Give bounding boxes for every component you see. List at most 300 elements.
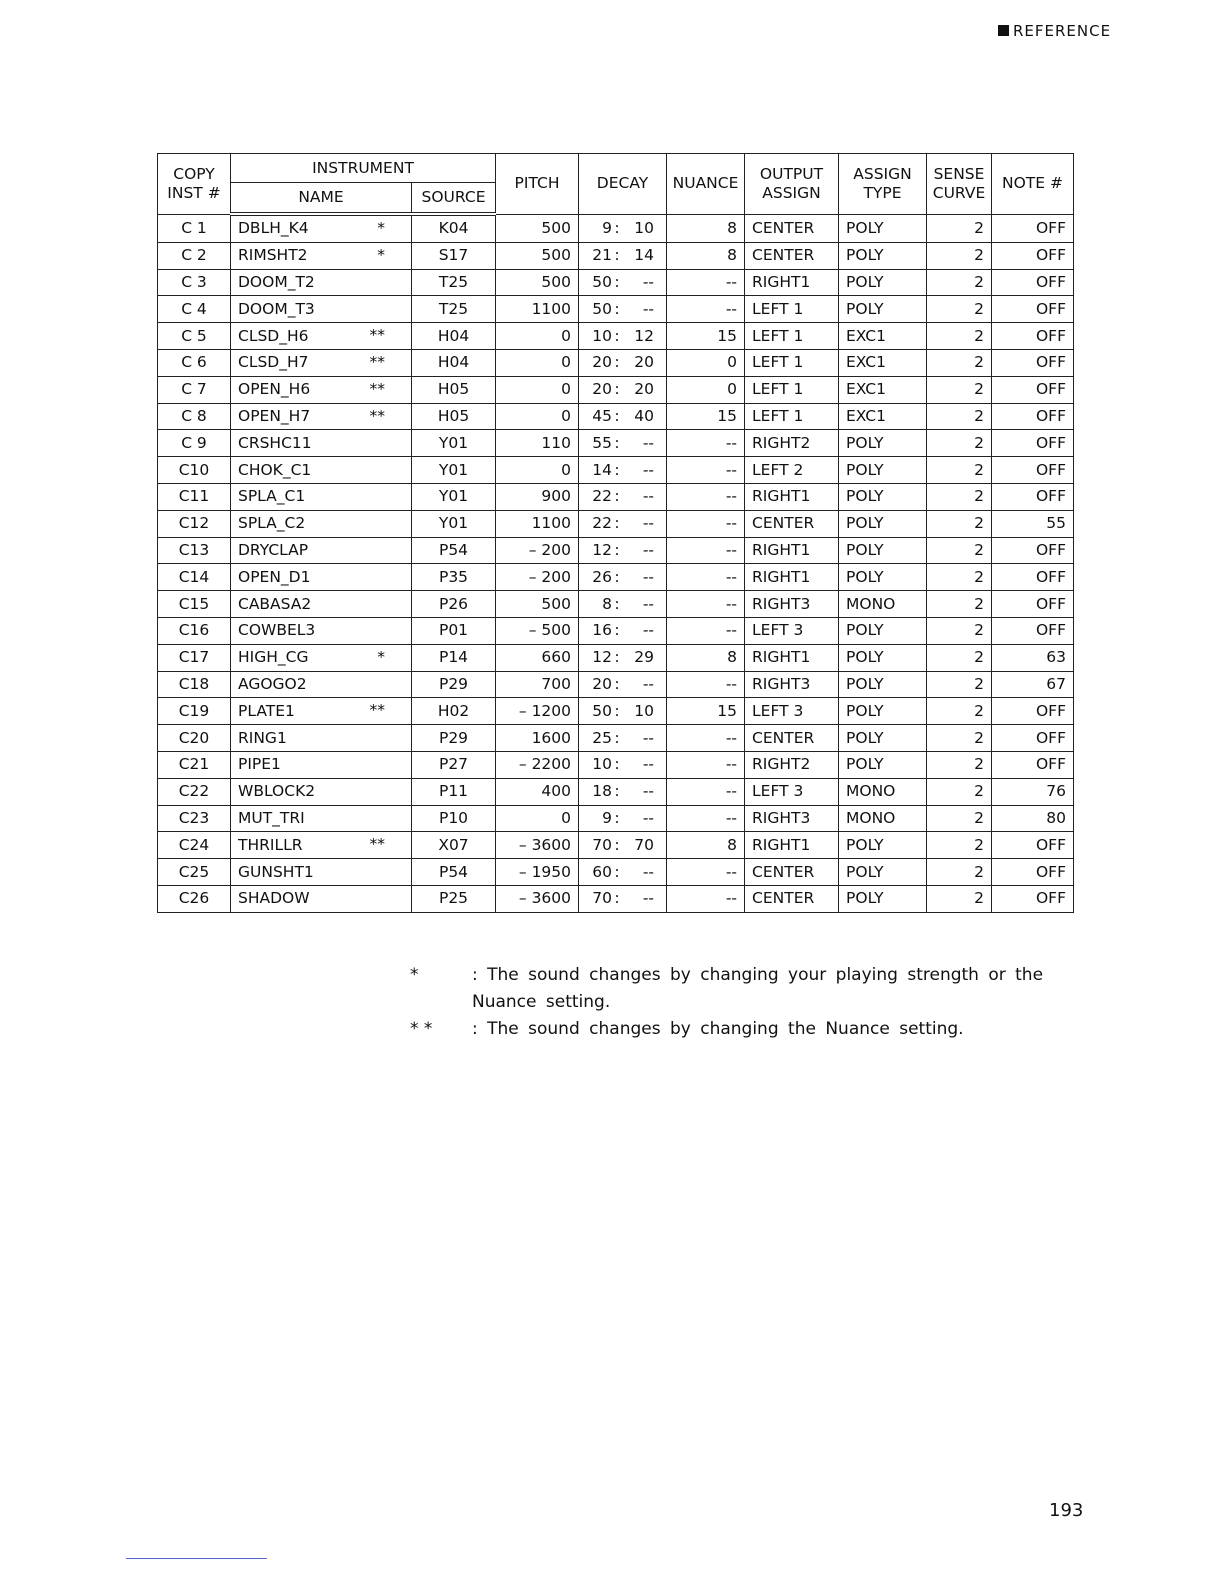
instrument-name: SPLA_C2 [238,514,306,533]
decay-cell [579,591,667,618]
output-assign-cell: RIGHT1 [745,537,839,564]
note-cell: OFF [992,617,1074,644]
nuance-cell: -- [667,430,745,457]
decay-end: -- [642,728,655,747]
decay-start: 21 [592,246,613,265]
copy-inst-cell: C18 [158,671,231,698]
nuance-cell: -- [667,617,745,644]
decay-start: 18 [592,782,613,801]
output-assign-cell: LEFT 2 [745,457,839,484]
output-assign-cell: RIGHT2 [745,751,839,778]
source-cell: K04 [412,214,496,242]
decay-cell [579,832,667,859]
nuance-mark: ** [369,352,385,371]
note-cell: OFF [992,859,1074,886]
decay-cell [579,617,667,644]
decay-end: -- [642,514,655,533]
nuance-mark: ** [369,379,385,398]
header-copy-inst: COPY INST # [158,154,231,215]
pitch-cell: – 200 [496,564,579,591]
pitch-cell: 500 [496,214,579,242]
sense-curve-cell: 2 [927,698,992,725]
instrument-name-cell [231,725,412,752]
instrument-name: CLSD_H6 [238,326,309,345]
assign-type-cell: POLY [839,644,927,671]
instrument-name: WBLOCK2 [238,782,316,801]
decay-end: 10 [634,218,655,237]
header-note: NOTE # [992,154,1074,215]
pitch-cell: 500 [496,242,579,269]
instrument-name-cell [231,832,412,859]
copy-inst-cell: C16 [158,617,231,644]
footnote-symbol: * * [410,1019,433,1039]
sense-curve-cell: 2 [927,242,992,269]
instrument-name-cell [231,296,412,323]
decay-cell [579,885,667,912]
decay-start: 16 [592,621,613,640]
decay-separator: : [614,594,620,613]
assign-type-cell: POLY [839,698,927,725]
instrument-name-cell [231,483,412,510]
copy-inst-cell: C 2 [158,242,231,269]
note-cell: OFF [992,457,1074,484]
pitch-cell: – 3600 [496,885,579,912]
decay-separator: : [614,353,620,372]
decay-start: 20 [592,353,613,372]
table-row [158,403,1074,430]
decay-separator: : [614,218,620,237]
output-assign-cell: CENTER [745,725,839,752]
pitch-cell: – 200 [496,537,579,564]
decay-end: 29 [634,648,655,667]
footnote-text: : The sound changes by changing your playing strength or the Nuance setting. [472,965,1044,1012]
instrument-name: CABASA2 [238,594,312,613]
decay-start: 26 [592,567,613,586]
decay-separator: : [614,460,620,479]
table-row [158,457,1074,484]
assign-type-cell: POLY [839,725,927,752]
decay-cell [579,269,667,296]
header-sense-curve: SENSE CURVE [927,154,992,215]
decay-separator: : [614,728,620,747]
instrument-name-cell [231,457,412,484]
nuance-cell: -- [667,859,745,886]
table-row [158,644,1074,671]
assign-type-cell: POLY [839,617,927,644]
assign-type-cell: POLY [839,751,927,778]
instrument-name: RIMSHT2 [238,246,308,265]
instrument-name-cell [231,242,412,269]
table-row [158,537,1074,564]
page-number: 193 [1049,1500,1084,1521]
sense-curve-cell: 2 [927,564,992,591]
assign-type-cell: POLY [839,296,927,323]
decay-cell [579,644,667,671]
source-cell: P27 [412,751,496,778]
decay-cell [579,376,667,403]
footnote-symbol: * [410,965,419,985]
nuance-cell: 8 [667,242,745,269]
assign-type-cell: POLY [839,859,927,886]
decay-cell [579,537,667,564]
decay-cell [579,242,667,269]
decay-cell [579,457,667,484]
copy-inst-cell: C 1 [158,214,231,242]
output-assign-cell: RIGHT1 [745,644,839,671]
table-row [158,859,1074,886]
note-cell: 76 [992,778,1074,805]
decay-start: 14 [592,460,613,479]
square-bullet-icon [998,25,1009,36]
copy-inst-cell: C 9 [158,430,231,457]
source-cell: H05 [412,376,496,403]
copy-inst-cell: C14 [158,564,231,591]
nuance-cell: 0 [667,349,745,376]
nuance-cell: 0 [667,376,745,403]
note-cell: OFF [992,885,1074,912]
table-row [158,323,1074,350]
pitch-cell: 1100 [496,296,579,323]
decay-start: 22 [592,514,613,533]
sense-curve-cell: 2 [927,457,992,484]
nuance-cell: -- [667,885,745,912]
sense-curve-cell: 2 [927,376,992,403]
output-assign-cell: RIGHT3 [745,805,839,832]
copy-inst-cell: C24 [158,832,231,859]
pitch-cell: – 3600 [496,832,579,859]
assign-type-cell: POLY [839,510,927,537]
sense-curve-cell: 2 [927,832,992,859]
decay-cell [579,403,667,430]
instrument-name: CRSHC11 [238,433,312,452]
copy-inst-cell: C 8 [158,403,231,430]
output-assign-cell: LEFT 3 [745,617,839,644]
decay-end: -- [642,674,655,693]
decay-separator: : [614,567,620,586]
nuance-mark: * [377,219,385,237]
copy-inst-cell: C 5 [158,323,231,350]
instrument-name: SPLA_C1 [238,487,306,506]
decay-end: -- [642,782,655,801]
decay-start: 45 [592,406,613,425]
sense-curve-cell: 2 [927,617,992,644]
sense-curve-cell: 2 [927,725,992,752]
copy-inst-cell: C11 [158,483,231,510]
nuance-mark: ** [369,326,385,345]
note-cell: OFF [992,832,1074,859]
sense-curve-cell: 2 [927,269,992,296]
instrument-name: OPEN_H6 [238,380,311,399]
output-assign-cell: CENTER [745,885,839,912]
note-cell: OFF [992,323,1074,350]
assign-type-cell: POLY [839,885,927,912]
decay-start: 12 [592,540,613,559]
instrument-name: DOOM_T3 [238,299,315,318]
pitch-cell: 0 [496,403,579,430]
decay-end: -- [642,862,655,881]
output-assign-cell: LEFT 1 [745,349,839,376]
decay-start: 10 [592,755,613,774]
source-cell: P29 [412,671,496,698]
decay-separator: : [614,674,620,693]
decay-cell [579,859,667,886]
decay-cell [579,564,667,591]
nuance-cell: 15 [667,403,745,430]
sense-curve-cell: 2 [927,214,992,242]
instrument-name: PLATE1 [238,701,295,720]
note-cell: OFF [992,296,1074,323]
decay-separator: : [614,299,620,318]
note-cell: OFF [992,430,1074,457]
note-cell: OFF [992,591,1074,618]
decay-separator: : [614,380,620,399]
copy-inst-cell: C 6 [158,349,231,376]
decay-end: -- [642,755,655,774]
instrument-name-cell [231,671,412,698]
sense-curve-cell: 2 [927,403,992,430]
decay-separator: : [614,782,620,801]
source-cell: H02 [412,698,496,725]
pitch-cell: 0 [496,457,579,484]
pitch-cell: 500 [496,269,579,296]
assign-type-cell: POLY [839,214,927,242]
assign-type-cell: POLY [839,564,927,591]
section-label: REFERENCE [1013,22,1112,40]
decay-separator: : [614,701,620,720]
decay-separator: : [614,540,620,559]
instrument-name-cell [231,214,412,242]
decay-end: -- [642,567,655,586]
source-cell: Y01 [412,430,496,457]
copy-inst-cell: C25 [158,859,231,886]
instrument-name: HIGH_CG [238,648,309,667]
nuance-mark: ** [369,406,385,425]
note-cell: 55 [992,510,1074,537]
pitch-cell: 700 [496,671,579,698]
sense-curve-cell: 2 [927,349,992,376]
decay-separator: : [614,889,620,908]
pitch-cell: 0 [496,376,579,403]
copy-inst-cell: C19 [158,698,231,725]
decay-separator: : [614,326,620,345]
instrument-name-cell [231,778,412,805]
header-pitch: PITCH [496,154,579,215]
table-row [158,725,1074,752]
decay-end: -- [642,460,655,479]
assign-type-cell: POLY [839,269,927,296]
footnote-single-star [410,962,1110,1016]
pitch-cell: 500 [496,591,579,618]
output-assign-cell: CENTER [745,242,839,269]
pitch-cell: 900 [496,483,579,510]
decay-end: 70 [634,835,655,854]
source-cell: P54 [412,537,496,564]
nuance-cell: -- [667,591,745,618]
pitch-cell: 0 [496,349,579,376]
header-output-assign: OUTPUT ASSIGN [745,154,839,215]
assign-type-cell: POLY [839,537,927,564]
output-assign-cell: RIGHT2 [745,430,839,457]
output-assign-cell: RIGHT3 [745,671,839,698]
pitch-cell: 0 [496,323,579,350]
assign-type-cell: EXC1 [839,376,927,403]
note-cell: 63 [992,644,1074,671]
nuance-cell: 8 [667,832,745,859]
decay-start: 50 [592,272,613,291]
decay-cell [579,296,667,323]
source-cell: Y01 [412,457,496,484]
source-cell: H04 [412,323,496,350]
table-row [158,671,1074,698]
instrument-name: CLSD_H7 [238,353,309,372]
assign-type-cell: MONO [839,778,927,805]
assign-type-cell: POLY [839,483,927,510]
decay-separator: : [614,487,620,506]
instrument-name-cell [231,617,412,644]
output-assign-cell: RIGHT3 [745,591,839,618]
section-header [998,22,1111,40]
note-cell: OFF [992,483,1074,510]
decay-cell [579,725,667,752]
instrument-name: GUNSHT1 [238,862,314,881]
instrument-name-cell [231,323,412,350]
output-assign-cell: CENTER [745,510,839,537]
nuance-cell: -- [667,483,745,510]
decay-cell [579,430,667,457]
instrument-name-cell [231,510,412,537]
decay-cell [579,671,667,698]
sense-curve-cell: 2 [927,430,992,457]
decay-start: 50 [592,701,613,720]
source-cell: T25 [412,296,496,323]
copy-inst-cell: C 7 [158,376,231,403]
decay-start: 50 [592,299,613,318]
decay-end: -- [642,487,655,506]
output-assign-cell: CENTER [745,214,839,242]
instrument-name: OPEN_H7 [238,406,311,425]
note-cell: 80 [992,805,1074,832]
instrument-name: COWBEL3 [238,621,316,640]
table-row [158,269,1074,296]
nuance-cell: -- [667,725,745,752]
decay-end: 10 [634,701,655,720]
table-row [158,591,1074,618]
decay-start: 22 [592,487,613,506]
nuance-mark: * [377,647,385,666]
decay-start: 20 [592,380,613,399]
footnote-double-star [410,1016,1110,1043]
decay-separator: : [614,755,620,774]
pitch-cell: 400 [496,778,579,805]
output-assign-cell: RIGHT1 [745,564,839,591]
decay-separator: : [614,246,620,265]
pitch-cell: – 1950 [496,859,579,886]
table-row [158,885,1074,912]
instrument-name-cell [231,859,412,886]
decay-cell [579,483,667,510]
assign-type-cell: EXC1 [839,403,927,430]
source-cell: P01 [412,617,496,644]
instrument-name-cell [231,698,412,725]
table-row [158,698,1074,725]
decay-start: 25 [592,728,613,747]
header-name: NAME [231,183,412,215]
decay-start: 8 [602,594,613,613]
copy-inst-cell: C15 [158,591,231,618]
note-cell: 67 [992,671,1074,698]
decay-start: 20 [592,674,613,693]
pitch-cell: 1600 [496,725,579,752]
note-cell: OFF [992,349,1074,376]
nuance-cell: -- [667,671,745,698]
copy-inst-cell: C23 [158,805,231,832]
copy-inst-cell: C20 [158,725,231,752]
decay-separator: : [614,835,620,854]
source-cell: S17 [412,242,496,269]
note-cell: OFF [992,725,1074,752]
instrument-name: PIPE1 [238,755,281,774]
nuance-cell: 15 [667,698,745,725]
note-cell: OFF [992,751,1074,778]
instrument-name: OPEN_D1 [238,567,311,586]
nuance-cell: -- [667,751,745,778]
instrument-name: THRILLR [238,835,303,854]
decay-separator: : [614,808,620,827]
sense-curve-cell: 2 [927,805,992,832]
nuance-cell: -- [667,778,745,805]
instrument-name-cell [231,751,412,778]
header-source: SOURCE [412,183,496,215]
instrument-name-cell [231,376,412,403]
output-assign-cell: LEFT 1 [745,296,839,323]
decay-end: -- [642,889,655,908]
source-cell: H04 [412,349,496,376]
output-assign-cell: RIGHT1 [745,483,839,510]
nuance-cell: -- [667,269,745,296]
note-cell: OFF [992,537,1074,564]
decay-separator: : [614,621,620,640]
decay-end: -- [642,621,655,640]
sense-curve-cell: 2 [927,537,992,564]
instrument-name: DOOM_T2 [238,272,315,291]
table-row [158,483,1074,510]
copy-inst-cell: C13 [158,537,231,564]
output-assign-cell: LEFT 3 [745,778,839,805]
decay-end: -- [642,299,655,318]
copy-inst-cell: C 4 [158,296,231,323]
copy-inst-cell: C12 [158,510,231,537]
decay-cell [579,349,667,376]
assign-type-cell: POLY [839,832,927,859]
copy-inst-cell: C22 [158,778,231,805]
header-decay: DECAY [579,154,667,215]
source-cell: P14 [412,644,496,671]
instrument-name-cell [231,591,412,618]
pitch-cell: 110 [496,430,579,457]
decay-start: 10 [592,326,613,345]
decay-end: 20 [634,353,655,372]
header-instrument: INSTRUMENT [231,154,496,183]
note-cell: OFF [992,564,1074,591]
source-cell: P29 [412,725,496,752]
pitch-cell: – 500 [496,617,579,644]
assign-type-cell: EXC1 [839,323,927,350]
table-row [158,430,1074,457]
table-row [158,751,1074,778]
nuance-cell: -- [667,805,745,832]
source-cell: T25 [412,269,496,296]
header-nuance: NUANCE [667,154,745,215]
